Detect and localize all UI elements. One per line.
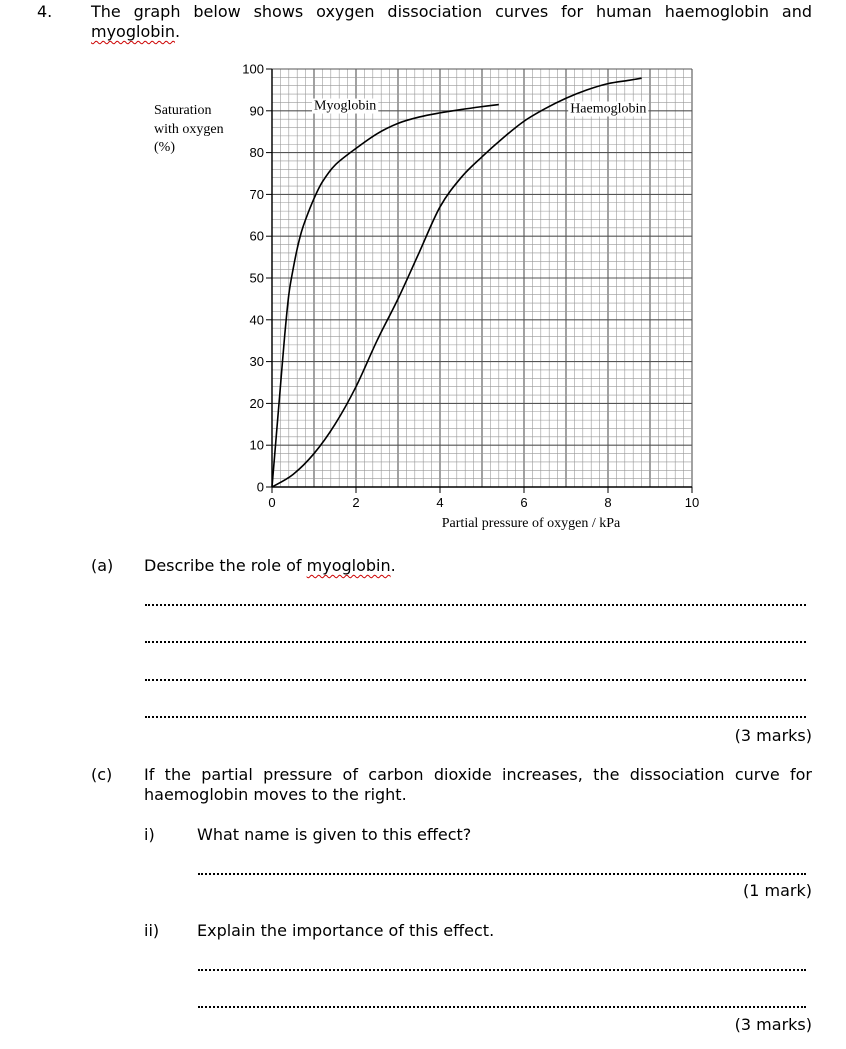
question-number: 4.: [37, 2, 53, 21]
dissociation-chart: [140, 55, 720, 545]
x-tick-label: 6: [520, 495, 528, 510]
answer-line-a4[interactable]: [145, 716, 806, 718]
y-tick-label: 60: [249, 228, 264, 244]
part-c-label: (c): [91, 765, 113, 784]
answer-line-c-ii-1[interactable]: [198, 969, 806, 971]
y-tick-label: 10: [249, 437, 264, 453]
intro-period: .: [174, 22, 181, 41]
y-label-line-3: (%): [154, 140, 175, 155]
part-c-i-question: What name is given to this effect?: [197, 825, 472, 844]
part-a-question: [144, 556, 396, 576]
part-c-ii-marks: (3 marks): [734, 1015, 812, 1034]
chart-series: [272, 78, 648, 487]
part-a-myoglobin-word: myoglobin: [306, 556, 391, 575]
intro-myoglobin-word: myoglobin: [91, 22, 175, 41]
x-tick-label: 0: [268, 495, 276, 510]
answer-line-a1[interactable]: [145, 604, 806, 606]
answer-line-a2[interactable]: [145, 641, 806, 643]
chart-axes: [242, 62, 699, 511]
part-c-question: If the partial pressure of carbon dioxide increases, the dissociation curve for haemoglobin moves to the right.: [144, 765, 812, 804]
y-label-line-2: with oxygen: [154, 122, 224, 137]
myoglobin-curve: [272, 105, 499, 487]
x-axis-label: Partial pressure of oxygen / kPa: [441, 516, 621, 531]
y-tick-label: 20: [249, 395, 264, 411]
y-tick-label: 40: [249, 312, 264, 328]
y-tick-label: 90: [249, 103, 264, 119]
part-a-period: .: [390, 556, 396, 575]
answer-line-c-ii-2[interactable]: [198, 1006, 806, 1008]
y-tick-label: 0: [256, 479, 264, 495]
x-tick-label: 8: [604, 495, 612, 510]
x-tick-label: 10: [684, 495, 700, 510]
answer-line-c-i[interactable]: [198, 873, 806, 875]
y-tick-label: 50: [249, 270, 264, 286]
y-axis-label: [154, 103, 224, 155]
part-c-ii-label: ii): [144, 921, 160, 940]
haemoglobin-label: Haemoglobin: [570, 101, 647, 117]
part-a-marks: (3 marks): [734, 726, 812, 745]
intro-text: The graph below shows oxygen dissociation curves for human haemoglobin and: [91, 2, 812, 21]
y-tick-label: 80: [249, 145, 264, 161]
myoglobin-label: Myoglobin: [314, 98, 377, 114]
x-tick-label: 2: [352, 495, 360, 510]
answer-line-a3[interactable]: [145, 679, 806, 681]
x-tick-label: 4: [436, 495, 444, 510]
question-intro: [91, 2, 812, 42]
part-c-i-label: i): [144, 825, 155, 844]
y-label-line-1: Saturation: [154, 103, 212, 118]
part-c-i-marks: (1 mark): [743, 881, 812, 900]
part-a-label: (a): [91, 556, 114, 575]
part-c-ii-question: Explain the importance of this effect.: [197, 921, 495, 940]
y-tick-label: 70: [249, 186, 264, 202]
y-tick-label: 100: [242, 61, 264, 77]
y-tick-label: 30: [249, 354, 264, 370]
part-a-text: Describe the role of: [144, 556, 307, 575]
